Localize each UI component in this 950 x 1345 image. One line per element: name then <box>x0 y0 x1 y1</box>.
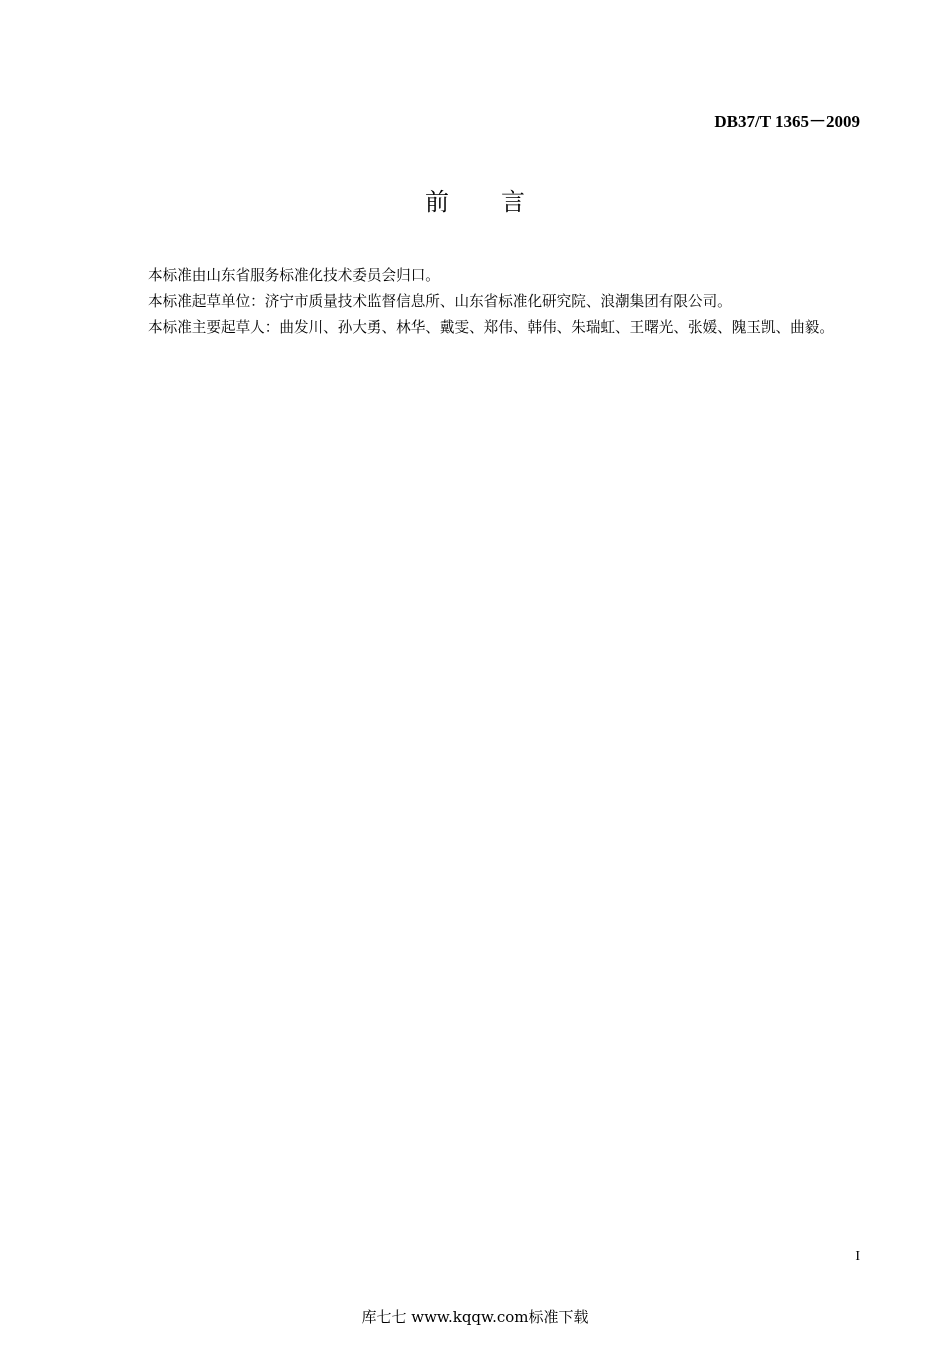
footer-download-note: 库七七 www.kqqw.com标准下载 <box>361 1308 589 1326</box>
page-title: 前言 <box>425 188 577 216</box>
foreword-body <box>115 263 860 341</box>
paragraph-committee: 本标准由山东省服务标准化技术委员会归口。 <box>148 267 440 284</box>
paragraph-drafting-units: 本标准起草单位：济宁市质量技术监督信息所、山东省标准化研究院、浪潮集团有限公司。 <box>148 293 732 310</box>
paragraph-drafters: 本标准主要起草人：曲发川、孙大勇、林华、戴雯、郑伟、韩伟、朱瑞虹、王曙光、张媛、隗玉凯、曲毅。 <box>148 319 834 336</box>
page-number: I <box>855 1249 860 1264</box>
standard-code: DB37/T 1365－2009 <box>714 112 860 131</box>
